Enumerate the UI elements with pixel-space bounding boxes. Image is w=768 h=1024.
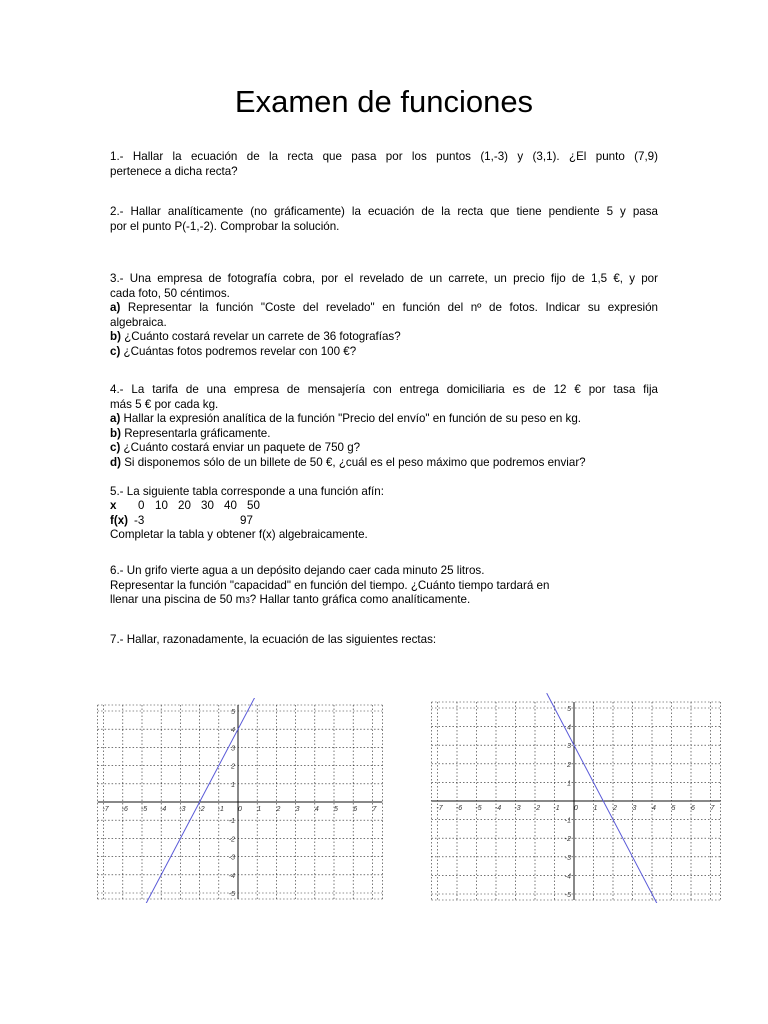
y-tick-label: 5: [231, 709, 235, 716]
x-tick-label: -4: [160, 806, 167, 813]
x-tick-label: -5: [475, 805, 482, 812]
x-tick-label: 2: [276, 806, 281, 813]
x-tick-label: -6: [121, 806, 128, 813]
item-b-text: ¿Cuánto costará revelar un carrete de 36 fotografías?: [124, 330, 401, 344]
x-tick-label: 1: [593, 805, 598, 812]
table-x-value: 0: [138, 499, 145, 512]
x-tick-label: -2: [533, 805, 541, 812]
x-tick-label: 5: [334, 806, 338, 813]
x-tick-label: 7: [372, 806, 377, 813]
x-tick-label: 7: [710, 805, 715, 812]
x-tick-label: -5: [140, 806, 148, 813]
x-tick-label: 0: [574, 805, 578, 812]
item-a-text: Hallar la expresión analítica de la función "Precio del envío" en función de su peso en kg.: [123, 412, 581, 426]
question-4-item-b: [110, 427, 658, 442]
table-fx-value: -3: [134, 513, 145, 527]
y-tick-label: -4: [564, 873, 571, 881]
x-tick-label: -1: [217, 806, 224, 813]
question-1: [110, 150, 658, 179]
question-4-item-d: [110, 456, 658, 471]
question-6: [110, 564, 658, 609]
question-5-intro-text: 5.- La siguiente tabla corresponde a una función afín:: [110, 485, 384, 498]
y-tick-label: -2: [564, 836, 571, 844]
x-tick-label: -2: [198, 806, 205, 813]
question-3: [110, 272, 658, 360]
x-tick-label: 4: [652, 805, 656, 812]
y-tick-label: 5: [567, 706, 571, 713]
y-tick-label: -5: [228, 891, 235, 898]
y-tick-label: 3: [231, 745, 235, 753]
graph-1-plot: [88, 698, 388, 903]
item-a-text: Representar la función "Coste del revelado" en función del nº de fotos. Indicar su expresión: [127, 301, 658, 315]
x-tick-label: 1: [257, 806, 262, 813]
x-tick-label: -7: [436, 805, 443, 812]
table-x-value: 50: [247, 499, 260, 512]
y-tick-label: 2: [567, 761, 571, 769]
table-x-value: 30: [201, 499, 214, 512]
question-5-intro: [110, 485, 658, 500]
question-6-line-2: Representar la función "capacidad" en función del tiempo. ¿Cuánto tiempo tardará en: [110, 578, 550, 592]
question-6-line-1: 6.- Un grifo vierte agua a un depósito dejando caer cada minuto 25 litros.: [110, 564, 485, 577]
y-tick-label: 4: [231, 727, 235, 735]
y-tick-label: 3: [567, 743, 571, 751]
y-tick-label: 4: [567, 724, 571, 732]
question-4-item-c: [110, 441, 658, 456]
question-4: [110, 383, 658, 471]
question-2-line-2: por el punto P(-1,-2). Comprobar la solución.: [110, 219, 340, 233]
x-tick-label: 3: [632, 805, 637, 812]
question-5-closing-text: Completar la tabla y obtener f(x) algebraicamente.: [110, 528, 368, 542]
y-tick-label: 1: [231, 781, 235, 789]
x-tick-label: 4: [314, 806, 319, 813]
y-tick-label: -4: [228, 872, 235, 880]
y-tick-label: -1: [564, 817, 571, 825]
question-3-item-b: [110, 330, 658, 345]
table-fx-value: 97: [240, 513, 253, 527]
table-fx-label: f(x): [110, 513, 129, 527]
x-tick-label: 2: [613, 805, 617, 812]
y-tick-label: -3: [564, 854, 571, 862]
item-a-label: a): [110, 412, 121, 426]
question-4-item-a: [110, 412, 658, 427]
question-6-line-3-pre: llenar una piscina de 50 m: [110, 593, 246, 607]
table-x-value: 10: [155, 499, 168, 512]
y-tick-label: -5: [564, 892, 571, 899]
x-tick-label: 5: [671, 805, 676, 812]
graph-1: [88, 698, 388, 903]
table-x-value: 40: [224, 499, 237, 512]
graph-2: [422, 693, 722, 903]
item-c-text: ¿Cuánto costará enviar un paquete de 750 g?: [123, 441, 361, 455]
graph-2-plot: [422, 693, 722, 903]
question-3-item-a: [110, 301, 658, 316]
question-3-item-c: [110, 345, 658, 360]
question-3-intro-line-2: cada foto, 50 céntimos.: [110, 286, 230, 300]
item-c-label: c): [110, 441, 121, 455]
question-3-intro-line-1: 3.- Una empresa de fotografía cobra, por el revelado de un carrete, un precio fijo de 1,5 €, y por: [110, 272, 658, 285]
item-d-text: Si disponemos sólo de un billete de 50 €, ¿cuál es el peso máximo que podremos enviar?: [124, 455, 586, 469]
x-tick-label: 3: [295, 806, 300, 813]
question-4-intro-line-2: más 5 € por cada kg.: [110, 397, 219, 411]
item-b-text: Representarla gráficamente.: [124, 426, 271, 440]
y-tick-label: -1: [228, 818, 235, 826]
x-tick-label: -6: [455, 805, 463, 812]
question-7: [110, 633, 658, 648]
y-tick-label: -2: [228, 836, 235, 844]
y-tick-label: 2: [231, 763, 235, 771]
x-tick-label: -4: [494, 805, 502, 812]
y-tick-label: 1: [567, 780, 571, 788]
table-x-label: x: [110, 499, 117, 512]
item-b-label: b): [110, 426, 121, 440]
x-tick-label: 6: [353, 806, 358, 813]
item-a-label: a): [110, 301, 121, 315]
x-tick-label: 0: [238, 806, 242, 813]
cubic-superscript: 3: [245, 596, 250, 606]
exam-title: Examen de funciones: [234, 84, 534, 119]
table-x-value: 20: [178, 499, 191, 512]
question-6-line-3-post: ? Hallar tanto gráfica como analíticamente.: [249, 593, 471, 607]
x-tick-label: -7: [102, 806, 109, 813]
question-1-line-2: pertenece a dicha recta?: [110, 164, 238, 178]
question-2-line-1: 2.- Hallar analíticamente (no gráficamente) la ecuación de la recta que tiene pendiente 5 y pasa: [110, 205, 658, 218]
function-line: [547, 693, 660, 903]
question-1-line-1: 1.- Hallar la ecuación de la recta que pasa por los puntos (1,-3) y (3,1). ¿El punto (7,9): [110, 150, 658, 163]
x-tick-label: -3: [514, 805, 521, 812]
question-2: [110, 205, 658, 234]
question-7-text: 7.- Hallar, razonadamente, la ecuación de las siguientes rectas:: [110, 633, 437, 646]
item-c-text: ¿Cuántas fotos podremos revelar con 100 €?: [123, 344, 357, 358]
x-tick-label: -3: [179, 806, 186, 813]
item-b-label: b): [110, 330, 121, 344]
question-4-intro-line-1: 4.- La tarifa de una empresa de mensajería con entrega domiciliaria es de 12 € por tasa fija: [110, 383, 658, 396]
x-tick-label: 6: [691, 805, 695, 812]
x-tick-label: -1: [553, 805, 560, 812]
question-6-line-3: [110, 593, 658, 609]
question-3-item-a-cont: algebraica.: [110, 315, 167, 329]
y-tick-label: -3: [228, 854, 235, 862]
item-c-label: c): [110, 344, 121, 358]
item-d-label: d): [110, 455, 121, 469]
